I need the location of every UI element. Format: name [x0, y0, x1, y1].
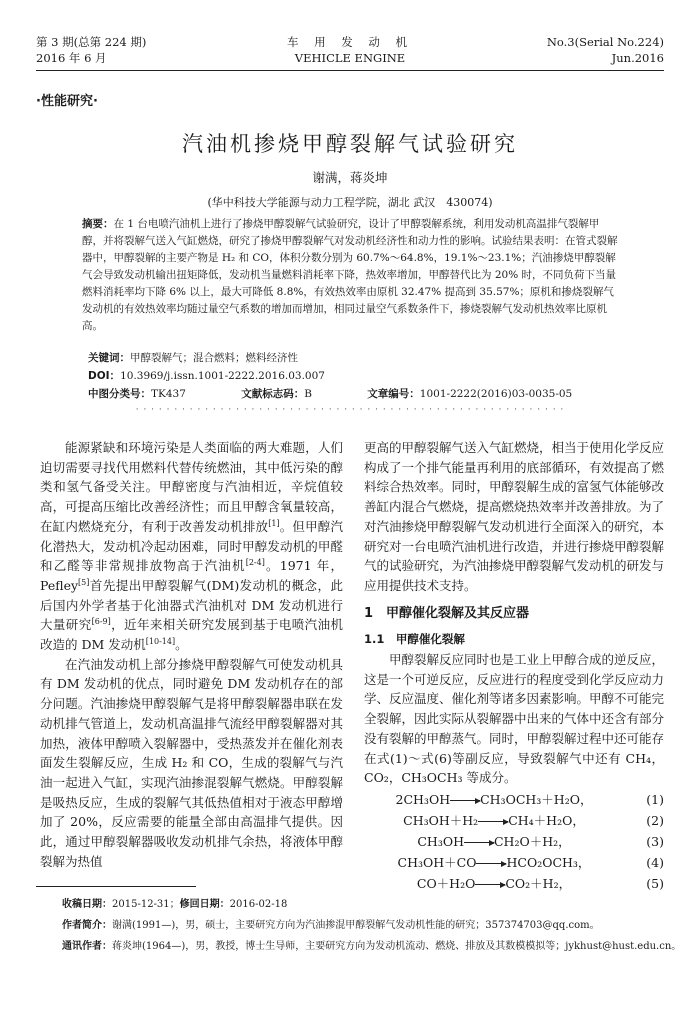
body-right-column — [364, 438, 664, 895]
reaction-arrow — [475, 876, 505, 885]
equation — [364, 790, 664, 811]
corresponding-label: 通讯作者： — [62, 941, 112, 952]
eq-number: (2) — [646, 812, 664, 828]
text-run: 能源紧缺和环境污染是人类面临的两大难题，人们迫切需要寻找代用燃料代替传统燃油，其中低污染的醇类和氢气备受关注。甲醇密度与汽油相近，辛烷值较高，可提高压缩比改善经济性；而且甲醇含氧量较高，在缸内燃烧充分，有利于改善发动机排放 — [40, 440, 343, 534]
reaction-arrow — [476, 855, 506, 864]
body-paragraph: 在汽油发动机上部分掺烧甲醇裂解气可使发动机具有 DM 发动机的优点，同时避免 DM 发动机存在的部分问题。汽油掺烧甲醇裂解气是将甲醇裂解器串联在发动机排气管道上，发动机高温排气流经甲醇裂解器对其加热，液体甲醇喷入裂解器中，受热蒸发并在催化剂表面发生裂解反应，生成 H₂ 和 CO，生成的裂解气与汽油一起进入气缸，实现汽油掺混裂解气燃烧。甲醇裂解是吸热反应，生成的裂解气其低热值相对于液态甲醇增加了 20%，反应需要的能量全部由高温排气提供。因此，通过甲醇裂解器吸收发动机排气余热，将液体甲醇裂解为热值 — [40, 656, 343, 869]
author-bio: 谢满(1991—)，男，硕士，主要研究方向为汽油掺混甲醇裂解气发动机性能的研究；357374703@qq.com。 — [112, 920, 600, 931]
citation: [6-9] — [91, 617, 111, 627]
citation: [10-14] — [145, 636, 176, 646]
text-run: 。1971 年，Pefley — [40, 558, 343, 593]
doi-text: 10.3969/j.issn.1001-2222.2016.03.007 — [120, 370, 325, 382]
dotted-separator: · · · · · · · · · · · · · · · · · · · · · · · · · · · · · · · · · · · · · · · · · · · · · · · · · · · · · · · · — [135, 405, 565, 415]
equation — [364, 874, 664, 895]
eq-number: (5) — [646, 875, 664, 891]
abstract-label: 摘要： — [82, 218, 114, 230]
journal-name-en: VEHICLE ENGINE — [294, 51, 406, 65]
body-paragraph — [40, 438, 343, 655]
text-run: 。但甲醇汽化潜热大，发动机冷起动困难，同时甲醇发动机的甲醛和乙醛等非常规排放物高于汽油机 — [40, 518, 343, 574]
footnote-author — [62, 919, 682, 933]
classification — [88, 386, 624, 402]
eq-lhs: 2CH₃OH — [395, 791, 451, 807]
keywords-text: 甲醇裂解气；混合燃料；燃料经济性 — [130, 352, 298, 364]
revised-label: 修回日期： — [179, 899, 230, 910]
citation: [1] — [268, 518, 280, 528]
received-label: 收稿日期： — [62, 899, 112, 910]
header-rule — [36, 70, 664, 71]
article-number-label: 文章编号： — [367, 388, 420, 400]
body-paragraph: 甲醇裂解反应同时也是工业上甲醇合成的逆反应，这是一个可逆反应，反应进行的程度受到化学反应动力学、反应温度、催化剂等诸多因素影响。甲醇不可能完全裂解，因此实际从裂解器中出来的气体中还含有部分没有裂解的甲醇蒸气。同时，甲醇裂解过程中还可能存在式(1)～式(6)等副反应，导致裂解气中还有 CH₄，CO₂，CH₃OCH₃ 等成分。 — [364, 652, 665, 786]
body-left-column — [40, 438, 343, 871]
text-run: ，近年来相关研究发展到基于电喷汽油机改造的 DM 发动机 — [40, 617, 343, 653]
eq-number: (4) — [646, 854, 664, 870]
issue-number-en: No.3(Serial No.224) — [546, 35, 664, 49]
author-label: 作者简介： — [62, 920, 112, 931]
equation — [364, 811, 664, 832]
eq-rhs: CH₂O＋H₂， — [493, 833, 571, 849]
body-paragraph: 更高的甲醇裂解气送入气缸燃烧，相当于使用化学反应构成了一个排气能量再利用的底部循环，有效提高了燃料综合热效率。同时，甲醇裂解生成的富氢气体能够改善缸内混合气燃烧，提高燃烧热效率并改善排放。为了对汽油掺烧甲醇裂解气发动机进行全面深入的研究，本研究对一台电喷汽油机进行改造，并进行掺烧甲醇裂解气的试验研究，为汽油掺烧甲醇裂解气发动机的研发与应用提供技术支持。 — [364, 440, 665, 593]
eq-lhs: CH₃OH＋CO — [397, 854, 477, 870]
eq-number: (1) — [646, 791, 664, 807]
abstract — [82, 216, 618, 335]
footnote-rule — [36, 886, 196, 887]
reaction-arrow — [450, 792, 480, 801]
clc-label: 中图分类号： — [88, 388, 151, 400]
paper-title: 汽油机掺烧甲醇裂解气试验研究 — [182, 132, 518, 156]
equation — [364, 853, 664, 874]
clc-value: TK437 — [151, 388, 186, 400]
subsection-heading: 1.1 甲醇催化裂解 — [364, 632, 465, 647]
received-date: 2015-12-31； — [112, 899, 180, 910]
reaction-arrow — [478, 813, 508, 822]
keywords-label: 关键词： — [88, 352, 130, 364]
section-tag: ·性能研究· — [36, 94, 98, 109]
running-header — [36, 34, 664, 70]
header-right — [547, 34, 664, 66]
footnote-dates — [62, 898, 682, 912]
doc-code-label: 文献标志码： — [241, 388, 305, 400]
eq-rhs: CH₄＋H₂O， — [508, 812, 585, 828]
citation: [5] — [78, 577, 90, 587]
eq-rhs: HCO₂OCH₃， — [506, 854, 591, 870]
abstract-text: 在 1 台电喷汽油机上进行了掺烧甲醇裂解气试验研究，设计了甲醇裂解系统，利用发动机高温排气裂解甲醇，并将裂解气送入气缸燃烧，研究了掺烧甲醇裂解气对发动机经济性和动力性的影响。试验结果表明：在管式裂解器中，甲醇裂解的主要产物是 H₂ 和 CO，体积分数分别为 60.7%～64.8%，19.1%～23.1%；汽油掺烧甲醇裂解气会导致发动机输出扭矩降低，发动机当量燃料消耗率下降，热效率增加，甲醇替代比为 20% 时，不同负荷下当量燃料消耗率均下降 6% 以上，最大可降低 8.8%，有效热效率由原机 32.47% 提高到 35.57%；原机和掺烧裂解气发动机的有效热效率均随过量空气系数的增加而增加，相同过量空气系数条件下，掺烧裂解气发动机热效率比原机高。 — [82, 218, 618, 332]
doi — [88, 368, 325, 384]
journal-name-cn: 车 用 发 动 机 — [286, 35, 414, 49]
doc-code — [241, 388, 338, 400]
text-run: 首先提出甲醇裂解气(DM)发动机的概念，此后国内外学者基于化油器式汽油机对 DM 发动机进行大量研究 — [40, 577, 343, 633]
section-heading: 1 甲醇催化裂解及其反应器 — [364, 605, 530, 621]
issue-number: 第 3 期(总第 224 期) — [36, 35, 147, 49]
authors: 谢满，蒋炎坤 — [312, 170, 388, 185]
eq-lhs: CH₃OH＋H₂ — [403, 812, 479, 828]
affiliation: (华中科技大学能源与动力工程学院，湖北 武汉 430074) — [207, 196, 493, 209]
issue-date-en: Jun.2016 — [611, 51, 664, 65]
corresponding-bio: 蒋炎坤(1964—)，男，教授，博士生导师，主要研究方向为发动机流动、燃烧、排放及其数模模拟等；jykhust@hust.edu.cn。 — [112, 941, 682, 952]
eq-rhs: CO₂＋H₂， — [505, 875, 572, 891]
article-number-value: 1001-2222(2016)03-0035-05 — [419, 388, 573, 400]
eq-lhs: CH₃OH — [417, 833, 464, 849]
eq-number: (3) — [646, 833, 664, 849]
equation — [364, 832, 664, 853]
equation-list — [364, 790, 664, 895]
issue-date: 2016 年 6 月 — [36, 51, 107, 65]
doi-label: DOI： — [88, 370, 121, 382]
keywords — [88, 350, 298, 366]
revised-date: 2016-02-18 — [229, 899, 288, 910]
footnote-corresponding — [62, 940, 682, 954]
text-run: 。 — [175, 637, 188, 653]
article-number — [367, 388, 598, 400]
eq-rhs: CH₃OCH₃＋H₂O， — [480, 791, 593, 807]
reaction-arrow — [464, 834, 494, 843]
eq-lhs: CO＋H₂O — [416, 875, 476, 891]
doc-code-value: B — [304, 388, 312, 400]
citation: [2-4] — [245, 558, 265, 568]
clc — [88, 388, 212, 400]
